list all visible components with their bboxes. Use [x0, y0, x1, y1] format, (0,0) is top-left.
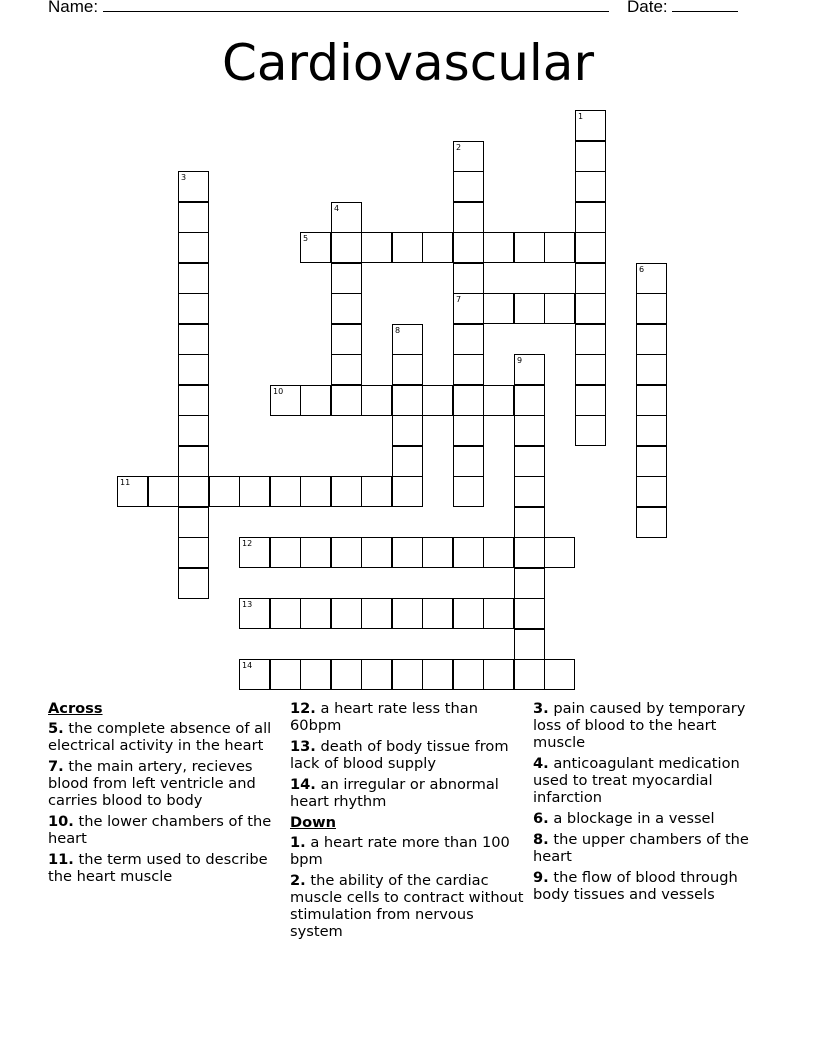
crossword-cell[interactable]: [331, 202, 362, 233]
crossword-cell[interactable]: [514, 659, 545, 690]
crossword-cell[interactable]: [392, 446, 423, 477]
crossword-cell[interactable]: [514, 232, 545, 263]
crossword-cell[interactable]: [514, 598, 545, 629]
date-label: Date:: [627, 0, 668, 16]
crossword-cell[interactable]: [361, 598, 392, 629]
crossword-cell[interactable]: [636, 507, 667, 538]
crossword-cell[interactable]: [392, 659, 423, 690]
crossword-cell[interactable]: [300, 385, 331, 416]
clue-across-7: 7. the main artery, recieves blood from left ventricle and carries blood to body: [48, 758, 256, 809]
crossword-cell[interactable]: [453, 446, 484, 477]
crossword-cell[interactable]: [544, 232, 575, 263]
crossword-cell[interactable]: [178, 354, 209, 385]
crossword-cell[interactable]: [422, 232, 453, 263]
crossword-cell[interactable]: [453, 354, 484, 385]
clue-number: 12: [242, 539, 253, 548]
crossword-cell[interactable]: [178, 202, 209, 233]
crossword-cell[interactable]: [636, 446, 667, 477]
crossword-cell[interactable]: [453, 385, 484, 416]
crossword-cell[interactable]: [453, 171, 484, 202]
crossword-cell[interactable]: [361, 385, 392, 416]
crossword-cell[interactable]: [300, 232, 331, 263]
crossword-cell[interactable]: [178, 324, 209, 355]
crossword-cell[interactable]: [453, 598, 484, 629]
crossword-cell[interactable]: [514, 415, 545, 446]
crossword-cell[interactable]: [636, 415, 667, 446]
crossword-cell[interactable]: [575, 141, 606, 172]
across-heading: Across: [48, 700, 103, 717]
name-label: Name:: [48, 0, 99, 16]
clue-number: 7: [456, 295, 462, 304]
crossword-cell[interactable]: [392, 476, 423, 507]
crossword-cell[interactable]: [575, 354, 606, 385]
crossword-cell[interactable]: [178, 476, 209, 507]
crossword-cell[interactable]: [422, 598, 453, 629]
down-heading: Down: [290, 814, 337, 831]
crossword-cell[interactable]: [178, 293, 209, 324]
crossword-cell[interactable]: [453, 263, 484, 294]
clue-number: 11: [120, 478, 131, 487]
crossword-cell[interactable]: [392, 354, 423, 385]
clue-across-12: 12. a heart rate less than 60bpm: [290, 700, 478, 734]
clue-across-13: 13. death of body tissue from lack of blood supply: [290, 738, 509, 772]
crossword-cell[interactable]: [514, 293, 545, 324]
crossword-cell[interactable]: [575, 171, 606, 202]
crossword-cell[interactable]: [331, 385, 362, 416]
clues-column-1: [48, 700, 284, 889]
crossword-cell[interactable]: [300, 537, 331, 568]
crossword-cell[interactable]: [331, 354, 362, 385]
clue-number: 4: [334, 204, 340, 213]
clue-number: 9: [517, 356, 523, 365]
crossword-cell[interactable]: [300, 659, 331, 690]
crossword-cell[interactable]: [331, 263, 362, 294]
clue-across-14: 14. an irregular or abnormal heart rhythm: [290, 776, 499, 810]
crossword-cell[interactable]: [636, 354, 667, 385]
clue-across-5: 5. the complete absence of all electrical activity in the heart: [48, 720, 272, 754]
crossword-cell[interactable]: [239, 659, 270, 690]
crossword-cell[interactable]: [636, 476, 667, 507]
crossword-cell[interactable]: [514, 446, 545, 477]
crossword-cell[interactable]: [422, 659, 453, 690]
crossword-cell[interactable]: [483, 293, 514, 324]
crossword-cell[interactable]: [331, 476, 362, 507]
crossword-cell[interactable]: [453, 415, 484, 446]
crossword-cell[interactable]: [453, 141, 484, 172]
crossword-cell[interactable]: [331, 232, 362, 263]
crossword-cell[interactable]: [361, 232, 392, 263]
crossword-cell[interactable]: [300, 598, 331, 629]
clue-down-8: 8. the upper chambers of the heart: [533, 831, 749, 865]
clue-number: 13: [242, 600, 253, 609]
crossword-cell[interactable]: [392, 385, 423, 416]
clue-number: 8: [395, 326, 401, 335]
crossword-cell[interactable]: [300, 476, 331, 507]
crossword-cell[interactable]: [636, 263, 667, 294]
crossword-cell[interactable]: [331, 659, 362, 690]
crossword-cell[interactable]: [575, 263, 606, 294]
crossword-cell[interactable]: [361, 476, 392, 507]
crossword-cell[interactable]: [483, 598, 514, 629]
crossword-cell[interactable]: [483, 537, 514, 568]
page-title: Cardiovascular: [222, 34, 594, 92]
crossword-cell[interactable]: [178, 446, 209, 477]
crossword-cell[interactable]: [575, 232, 606, 263]
crossword-cell[interactable]: [422, 537, 453, 568]
crossword-cell[interactable]: [422, 385, 453, 416]
crossword-cell[interactable]: [453, 202, 484, 233]
crossword-cell[interactable]: [148, 476, 179, 507]
clue-number: 6: [639, 265, 645, 274]
crossword-cell[interactable]: [575, 202, 606, 233]
crossword-cell[interactable]: [514, 568, 545, 599]
clue-number: 10: [273, 387, 284, 396]
crossword-cell[interactable]: [636, 385, 667, 416]
clue-number: 1: [578, 112, 584, 121]
crossword-cell[interactable]: [392, 324, 423, 355]
clue-number: 2: [456, 143, 462, 152]
crossword-cell[interactable]: [483, 659, 514, 690]
clue-down-2: 2. the ability of the cardiac muscle cells to contract without stimulation from nervous system: [290, 872, 524, 940]
clue-number: 3: [181, 173, 187, 182]
crossword-cell[interactable]: [453, 324, 484, 355]
crossword-cell[interactable]: [575, 385, 606, 416]
clue-number: 5: [303, 234, 309, 243]
crossword-cell[interactable]: [178, 232, 209, 263]
crossword-cell[interactable]: [636, 293, 667, 324]
clue-down-1: 1. a heart rate more than 100 bpm: [290, 834, 510, 868]
crossword-cell[interactable]: [331, 537, 362, 568]
clue-across-10: 10. the lower chambers of the heart: [48, 813, 272, 847]
crossword-cell[interactable]: [514, 537, 545, 568]
crossword-cell[interactable]: [514, 476, 545, 507]
crossword-cell[interactable]: [483, 232, 514, 263]
crossword-cell[interactable]: [575, 415, 606, 446]
crossword-cell[interactable]: [209, 476, 240, 507]
crossword-cell[interactable]: [361, 537, 392, 568]
clue-down-3: 3. pain caused by temporary loss of blood to the heart muscle: [533, 700, 746, 751]
crossword-cell[interactable]: [270, 537, 301, 568]
crossword-cell[interactable]: [575, 110, 606, 141]
crossword-cell[interactable]: [270, 598, 301, 629]
crossword-cell[interactable]: [392, 415, 423, 446]
clue-across-11: 11. the term used to describe the heart muscle: [48, 851, 268, 885]
crossword-cell[interactable]: [453, 476, 484, 507]
crossword-cell[interactable]: [331, 293, 362, 324]
clue-down-6: 6. a blockage in a vessel: [533, 810, 715, 827]
crossword-cell[interactable]: [575, 293, 606, 324]
crossword-cell[interactable]: [453, 232, 484, 263]
crossword-cell[interactable]: [178, 263, 209, 294]
crossword-cell[interactable]: [117, 476, 148, 507]
crossword-cell[interactable]: [514, 507, 545, 538]
crossword-cell[interactable]: [178, 171, 209, 202]
clues-column-2: [290, 700, 526, 944]
crossword-cell[interactable]: [392, 537, 423, 568]
crossword-cell[interactable]: [178, 385, 209, 416]
crossword-cell[interactable]: [544, 659, 575, 690]
crossword-cell[interactable]: [239, 598, 270, 629]
clues-column-3: [533, 700, 769, 907]
crossword-cell[interactable]: [544, 537, 575, 568]
crossword-cell[interactable]: [575, 324, 606, 355]
crossword-cell[interactable]: [636, 324, 667, 355]
crossword-cell[interactable]: [178, 507, 209, 538]
crossword-cell[interactable]: [514, 385, 545, 416]
crossword-cell[interactable]: [331, 324, 362, 355]
clue-down-9: 9. the flow of blood through body tissues and vessels: [533, 869, 738, 903]
crossword-cell[interactable]: [453, 293, 484, 324]
crossword-cell[interactable]: [392, 598, 423, 629]
crossword-cell[interactable]: [331, 598, 362, 629]
crossword-cell[interactable]: [270, 659, 301, 690]
clue-number: 14: [242, 661, 253, 670]
crossword-cell[interactable]: [544, 293, 575, 324]
crossword-cell[interactable]: [178, 415, 209, 446]
crossword-cell[interactable]: [178, 537, 209, 568]
clue-down-4: 4. anticoagulant medication used to treat myocardial infarction: [533, 755, 740, 806]
crossword-cell[interactable]: [392, 232, 423, 263]
crossword-cell[interactable]: [453, 537, 484, 568]
crossword-cell[interactable]: [239, 476, 270, 507]
crossword-cell[interactable]: [514, 354, 545, 385]
crossword-cell[interactable]: [453, 659, 484, 690]
crossword-cell[interactable]: [514, 629, 545, 660]
crossword-cell[interactable]: [270, 476, 301, 507]
crossword-cell[interactable]: [270, 385, 301, 416]
crossword-cell[interactable]: [178, 568, 209, 599]
crossword-cell[interactable]: [483, 385, 514, 416]
crossword-cell[interactable]: [239, 537, 270, 568]
crossword-cell[interactable]: [361, 659, 392, 690]
